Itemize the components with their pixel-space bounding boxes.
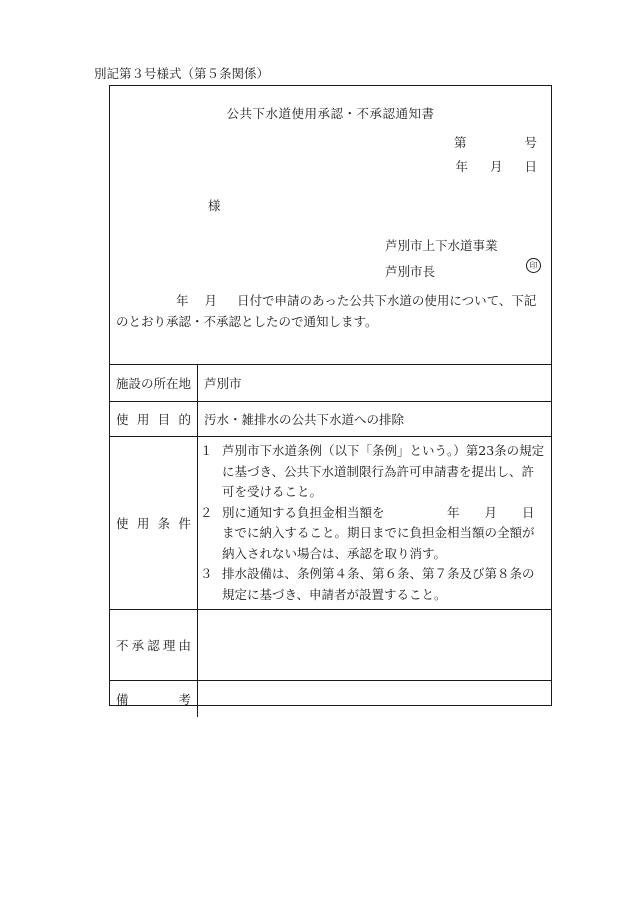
label-char: 不 [116, 638, 129, 653]
condition-item [200, 503, 545, 565]
label-char: 用 [136, 516, 150, 531]
remarks-value [198, 681, 552, 718]
label-char: 的 [178, 412, 191, 427]
sender-organization: 芦別市上下水道事業 [385, 238, 498, 253]
condition-text: 芦別市下水道条例（以下「条例」という。）第23条の規定に基づき、公共下水道制限行為許可申請書を提出し、許可を受けること。 [222, 443, 545, 499]
condition-number: １ [200, 443, 213, 458]
notice-form [109, 85, 552, 706]
issue-number-suffix: 号 [524, 135, 537, 150]
label-char: 件 [178, 516, 191, 531]
notice-body [116, 290, 545, 332]
details-table [110, 364, 551, 717]
purpose-value: 汚水・雑排水の公共下水道への排除 [198, 402, 552, 437]
label-char: 承 [131, 638, 145, 653]
issue-date-month: 月 [489, 159, 503, 174]
condition-text: 排水設備は、条例第４条、第６条、第７条及び第８条の規定に基づき、申請者が設置すること。 [222, 566, 535, 602]
row-location [110, 365, 551, 402]
rejection-reason-value [198, 610, 552, 681]
row-conditions [110, 437, 551, 610]
remarks-label [110, 681, 198, 718]
condition-number: ２ [200, 504, 213, 520]
issue-number-prefix: 第 [453, 135, 467, 150]
label-char: 由 [178, 638, 191, 653]
body-text: 日付で申請のあった公共下水道の使用について、下記のとおり承認・不承認としたので通知します。 [116, 293, 537, 329]
issue-date [455, 157, 537, 175]
conditions-label [110, 437, 198, 610]
issue-date-day: 日 [524, 159, 537, 174]
purpose-label [110, 402, 198, 437]
condition-item [200, 441, 545, 503]
condition-number: ３ [200, 566, 213, 581]
label-char: 考 [178, 692, 191, 707]
sender-name: 芦別市長 [385, 264, 436, 279]
document-title: 公共下水道使用承認・不承認通知書 [226, 106, 435, 121]
row-remarks [110, 681, 551, 718]
row-rejection-reason [110, 610, 551, 681]
body-year: 年 [176, 293, 189, 308]
issue-date-year: 年 [455, 159, 468, 174]
condition-item [200, 564, 545, 605]
location-value: 芦別市 [198, 365, 552, 402]
rejection-reason-label [110, 610, 198, 681]
conditions-value [198, 437, 552, 610]
label-char: 使 [116, 412, 129, 427]
label-char: 認 [147, 638, 160, 653]
label-char: 用 [136, 412, 150, 427]
form-caption: 別記第３号様式（第５条関係） [94, 66, 270, 81]
label-char: 備 [116, 692, 129, 707]
label-char: 目 [157, 412, 171, 427]
label-char: 理 [162, 638, 176, 653]
location-label: 施設の所在地 [110, 365, 198, 402]
label-char: 条 [157, 516, 171, 531]
issue-number [454, 133, 537, 151]
label-char: 使 [116, 516, 129, 531]
body-month: 月 [204, 293, 218, 308]
row-purpose [110, 402, 551, 437]
condition-text: 別に通知する負担金相当額を 年 月 日までに納入すること。期日までに負担金相当額の全額が納入されない場合は、承認を取り消す。 [222, 504, 535, 561]
recipient-suffix: 様 [208, 198, 221, 213]
seal-mark: 印 [526, 258, 541, 273]
